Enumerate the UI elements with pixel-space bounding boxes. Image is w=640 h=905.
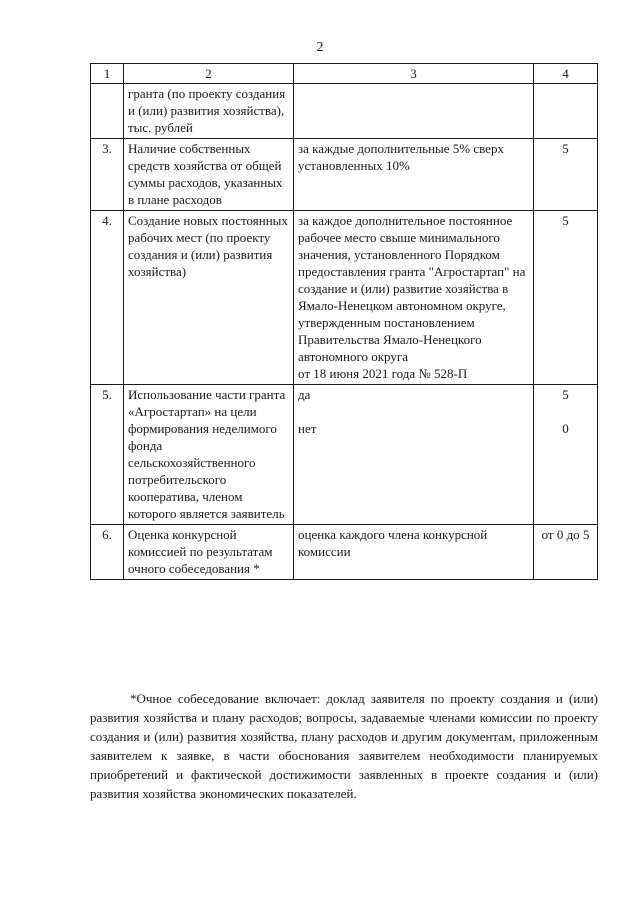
header-cell: 4	[534, 64, 598, 84]
score-cell: 5	[534, 139, 598, 211]
score-cell	[534, 385, 598, 525]
header-cell: 3	[294, 64, 534, 84]
condition-cell: оценка каждого члена конкурсной комиссии	[294, 525, 534, 580]
condition-no: нет	[298, 421, 317, 436]
score-cell: от 0 до 5	[534, 525, 598, 580]
condition-date: от 18 июня 2021 года № 528-П	[298, 366, 468, 381]
condition-cell: за каждые дополнительные 5% сверх установленных 10%	[294, 139, 534, 211]
score-yes: 5	[562, 387, 569, 402]
condition-cell	[294, 385, 534, 525]
criterion-cell: Создание новых постоянных рабочих мест (по проекту создания и (или) развития хозяйства)	[124, 211, 294, 385]
table-header-row	[91, 64, 598, 84]
criterion-cell: гранта (по проекту создания и (или) развития хозяйства), тыс. рублей	[124, 84, 294, 139]
table-row	[91, 211, 598, 385]
criterion-cell: Наличие собственных средств хозяйства от общей суммы расходов, указанных в плане расходов	[124, 139, 294, 211]
table-row	[91, 84, 598, 139]
row-number: 5.	[91, 385, 124, 525]
condition-yes: да	[298, 387, 311, 402]
page-number: 2	[316, 40, 324, 55]
criterion-cell: Использование части гранта «Агростартап» на цели формирования неделимого фонда сельскохозяйственного потребительского кооператива, членом которого является заявитель	[124, 385, 294, 525]
table-row	[91, 525, 598, 580]
table-row	[91, 139, 598, 211]
score-no: 0	[562, 421, 569, 436]
header-cell: 2	[124, 64, 294, 84]
score-cell	[534, 84, 598, 139]
header-cell: 1	[91, 64, 124, 84]
criteria-table	[90, 63, 598, 580]
row-number: 3.	[91, 139, 124, 211]
condition-cell	[294, 211, 534, 385]
table-row	[91, 385, 598, 525]
footnote-text: *Очное собеседование включает: доклад заявителя по проекту создания и (или) развития хозяйства и плану расходов; вопросы, задаваемые членами комиссии по проекту создания и (или) развития хозяйства, плану расходов и другим документам, приложенным заявителем к заявке, в части обоснования заявителем необходимости планируемых приобретений и фактической достижимости заявленных в проекте создания и (или) развития хозяйства экономических показателей.	[90, 691, 598, 801]
score-cell: 5	[534, 211, 598, 385]
condition-cell	[294, 84, 534, 139]
condition-text: за каждое дополнительное постоянное рабочее место свыше минимального значения, установленного Порядком предоставления гранта "Агростартап" на создание и (или) развитие хозяйства в Ямало-Ненецком автономном округе, утвержденным постановлением Правительства Ямало-Ненецкого автономного округа	[298, 213, 526, 364]
row-number: 6.	[91, 525, 124, 580]
row-number	[91, 84, 124, 139]
row-number: 4.	[91, 211, 124, 385]
criterion-cell: Оценка конкурсной комиссией по результатам очного собеседования *	[124, 525, 294, 580]
